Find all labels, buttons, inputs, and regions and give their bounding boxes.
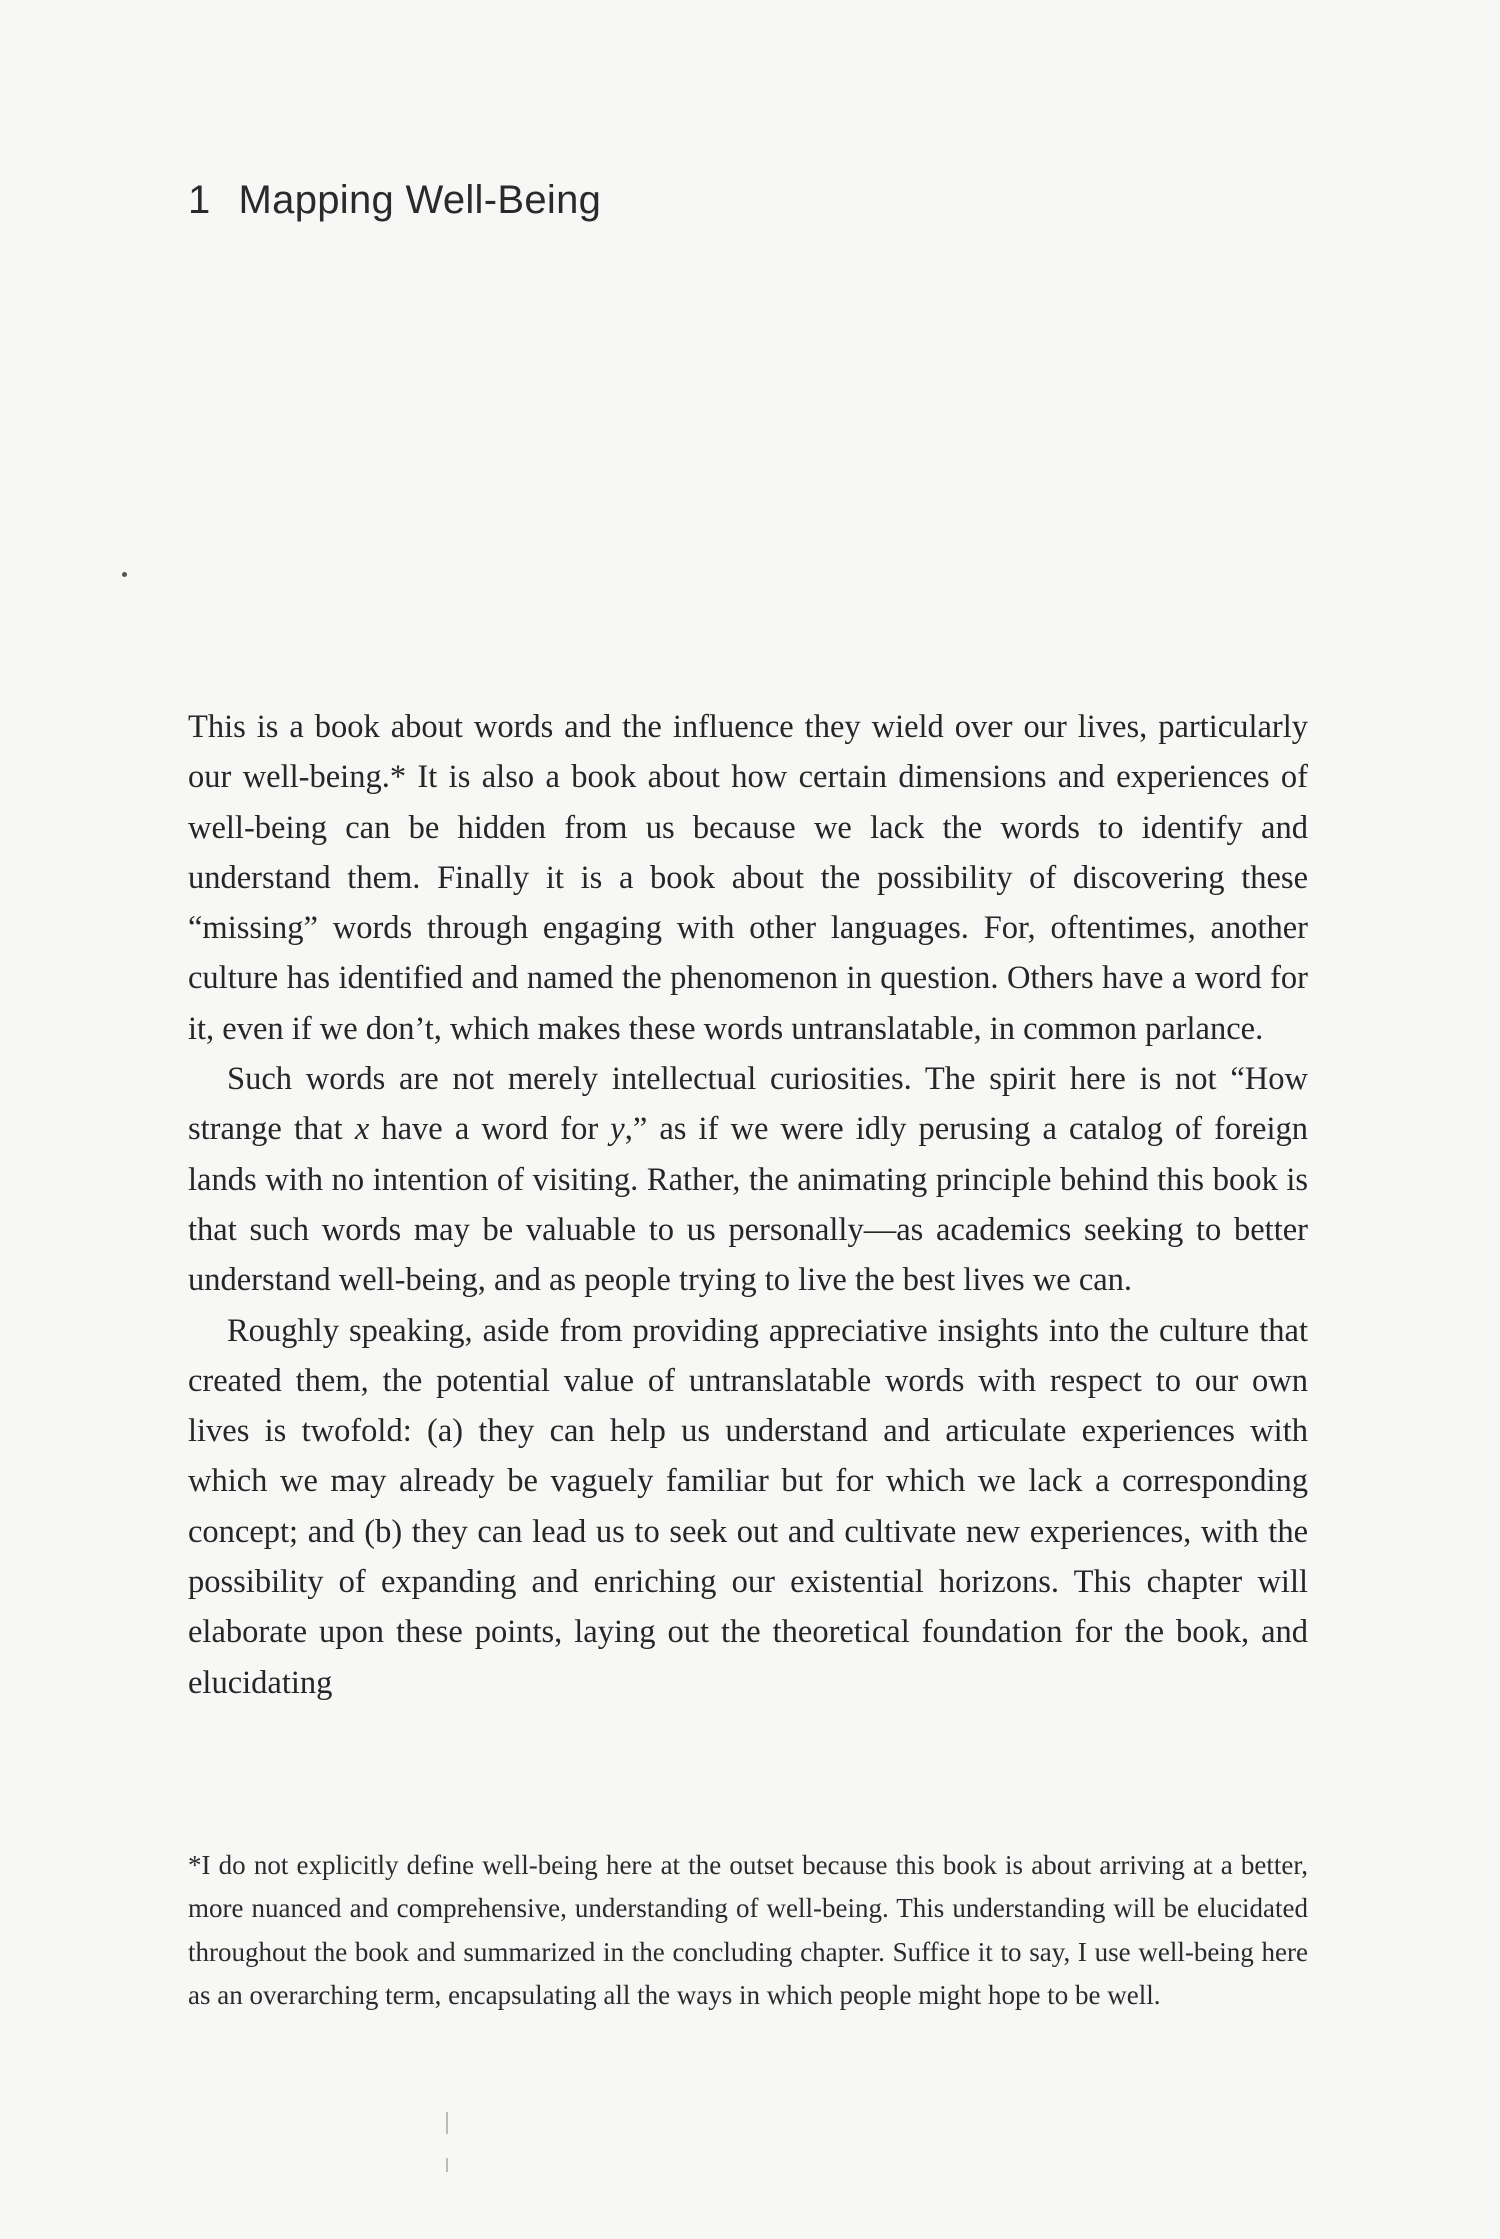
- body-text: [188, 702, 1308, 1708]
- scan-mark: [446, 2158, 448, 2172]
- variable-x: x: [354, 1111, 370, 1148]
- paragraph-2-text-b: have a word for: [369, 1111, 611, 1148]
- paragraph-3: [188, 1306, 1308, 1708]
- paragraph-2-text-a: Such words are not merely intellectual curiosities. The spirit here is not “How strange that: [188, 1061, 1308, 1148]
- chapter-title: Mapping Well-Being: [238, 178, 602, 222]
- chapter-number: 1: [188, 178, 211, 222]
- paragraph-2-text-c: ,” as if we were idly perusing a catalog of foreign lands with no intention of visiting. Rather, the animating principle behind this book is that such words may be valuable to us personally—as academics seeking to better understand well-being, and as people trying to live the best lives we can.: [188, 1111, 1308, 1299]
- chapter-heading: [188, 178, 601, 223]
- scan-speck: [122, 572, 127, 577]
- footnote: *I do not explicitly define well-being here at the outset because this book is about arriving at a better, more nuanced and comprehensive, understanding of well-being. This understanding will be elucidated throughout the book and summarized in the concluding chapter. Suffice it to say, I use well-being here as an overarching term, encapsulating all the ways in which people might hope to be well.: [188, 1850, 1308, 2010]
- paragraph-2: [188, 1054, 1308, 1305]
- paragraph-3-text: Roughly speaking, aside from providing appreciative insights into the culture that created them, the potential value of untranslatable words with respect to our own lives is twofold: (a) they can help us understand and articulate experiences with which we may already be vaguely familiar but for which we lack a corresponding concept; and (b) they can lead us to seek out and cultivate new experiences, with the possibility of expanding and enriching our existential horizons. This chapter will elaborate upon these points, laying out the theoretical foundation for the book, and elucidating: [188, 1312, 1308, 1701]
- paragraph-1: [188, 702, 1308, 1054]
- variable-y: y: [610, 1111, 625, 1148]
- scan-mark: [446, 2112, 448, 2134]
- paragraph-1-text: This is a book about words and the influence they wield over our lives, particularly our well-being.* It is also a book about how certain dimensions and experiences of well-being can be hidden from us because we lack the words to identify and understand them. Finally it is a book about the possibility of discovering these “missing” words through engaging with other languages. For, oftentimes, another culture has identified and named the phenomenon in question. Others have a word for it, even if we don’t, which makes these words untranslatable, in common parlance.: [188, 709, 1308, 1047]
